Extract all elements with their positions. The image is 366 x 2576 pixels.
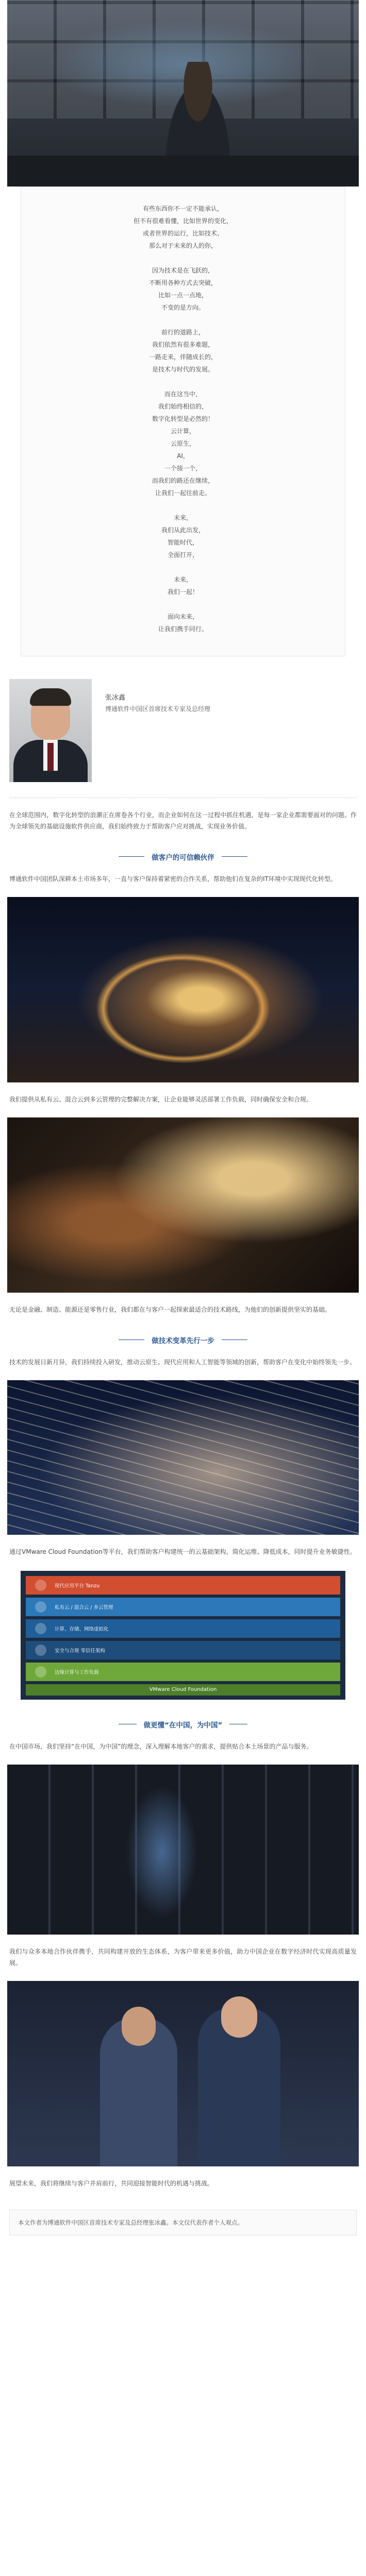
poem-line: 前行的道路上， [161,329,205,336]
poem-line: 云原生， [170,440,195,447]
poem-line [31,598,335,611]
poem-line: AI， [177,452,189,460]
head-right [221,1996,257,2038]
poem-line [31,561,335,573]
poem-line: 不断用各种方式去突破， [148,279,217,286]
stack-footer: VMware Cloud Foundation [26,1684,340,1696]
poem-line: 全面打开， [167,551,198,558]
poem-line: 比如一点一点地， [158,292,208,299]
desk [7,156,359,187]
poem-line: 但不有很难看懂，比如世界的变化， [133,217,232,225]
poem-line: 一个接一个， [164,465,202,472]
poem-line [31,252,335,264]
poem-line: 是技术与时代的发展。 [152,366,214,373]
poem-line: 我们始终相信的， [158,403,208,410]
layer-icon [35,1645,46,1656]
section-heading [119,1719,247,1730]
poem-line: 或者世界的运行，比如技术、 [142,230,223,237]
poem-line [31,314,335,326]
paragraph: 无论是金融、制造、能源还是零售行业，我们都在与客户一起探索最适合的技术路线，为他们的创新提供坚实的基础。 [9,1306,331,1313]
layer-icon [35,1666,46,1677]
paragraph: 我们与众多本地合作伙伴携手，共同构建开放的生态体系，为客户带来更多价值，助力中国企业在数字经济时代实现高质量发展。 [9,1948,357,1967]
paragraph: 在中国市场，我们坚持“在中国，为中国”的理念，深入理解本地客户的需求，提供贴合本土场景的产品与服务。 [9,1743,313,1750]
poem-line: 一路走来，伴随成长的， [148,353,217,361]
hair [30,688,71,706]
stack-row-label: 计算、存储、网络虚拟化 [55,1626,109,1632]
city-night-photo [7,897,359,1082]
hero-image [7,0,359,187]
poem-line: 不变的是方向。 [161,304,205,311]
poem-line: 而我们的路还在继续， [152,477,214,484]
author-info [92,679,210,782]
author-title: 博通软件中国区首席技术专家及总经理 [105,705,211,713]
stack-row [26,1619,340,1638]
poem-box [21,187,345,656]
stack-row-label: 边缘计算与工作负载 [55,1670,99,1675]
head-left [122,2007,156,2046]
team-photo [7,1981,359,2166]
paragraph: 通过VMware Cloud Foundation等平台，我们帮助客户构建统一的云基础架构，简化运维、降低成本，同时提升业务敏捷性。 [9,1548,356,1555]
light-trails-photo [7,1380,359,1535]
stack-row-label: 安全与合规 零信任架构 [55,1648,106,1654]
section-title: 做更懂“在中国，为中国” [137,1719,230,1730]
stack-row-label: 私有云 / 混合云 / 多云管理 [55,1605,113,1611]
paragraph: 博通软件中国团队深耕本土市场多年，一直与客户保持着紧密的合作关系，帮助他们在复杂的IT环境中实现现代化转型。 [9,875,337,883]
poem-line: 未来， [173,514,192,521]
poem-line [31,499,335,512]
tech-stack-diagram [21,1571,345,1700]
poem-line: 因为技术是在飞跃的， [152,267,214,274]
author-photo [9,679,92,782]
poem-line: 面向未来， [167,613,198,620]
author-card [9,679,357,782]
office-photo [7,1117,359,1293]
server-glow [126,1785,198,1919]
poem-line: 那么对于未来的人的你， [148,242,217,249]
author-note: 本文作者为博通软件中国区首席技术专家及总经理张冰鑫。本文仅代表作者个人观点。 [9,2210,357,2235]
layer-icon [35,1580,46,1591]
stack-row [26,1663,340,1681]
poem-line: 云计算， [170,428,195,435]
poem-line: 未来， [173,576,192,583]
poem-line: 智能时代， [167,539,198,546]
section-title: 做技术变革先行一步 [144,1335,222,1345]
poem-line [31,376,335,388]
intro-paragraph: 在全球范围内，数字化转型的浪潮正在席卷各个行业，而企业如何在这一过程中抓住机遇，是每一家企业都需要面对的问题。作为全球领先的基础设施软件供应商，我们始终致力于帮助客户应对挑战，实现业务价值。 [9,811,357,830]
stack-row [26,1576,340,1595]
poem-line: 数字化转型是必然的！ [152,415,214,422]
poem-line: 我们一起！ [167,588,198,596]
poem-line: 我们依然有很多难题， [152,341,214,348]
stack-row [26,1598,340,1616]
layer-icon [35,1601,46,1613]
server-room-photo [7,1765,359,1935]
section-heading [119,1335,247,1345]
paragraph: 展望未来，我们将继续与客户并肩前行，共同迎接智能时代的机遇与挑战。 [9,2180,214,2187]
stack-row-label: 现代应用平台 Tanzu [55,1583,100,1589]
poem-line: 而在这当中， [164,391,202,398]
poem-line: 有些东西你不一定不能承认， [142,205,223,212]
author-name: 张冰鑫 [105,694,126,702]
poem-line: 让我们一起往前走。 [155,489,211,497]
layer-icon [35,1623,46,1634]
stack-row [26,1641,340,1659]
hero-wrap [0,0,366,187]
poem-line: 我们从此出发， [161,527,205,534]
tie [47,743,54,771]
paragraph: 技术的发展日新月异，我们持续投入研发，推动云原生、现代应用和人工智能等领域的创新，帮助客户在变化中始终领先一步。 [9,1359,356,1366]
paragraph: 我们提供从私有云、混合云到多云管理的完整解决方案，让企业能够灵活部署工作负载，同时确保安全和合规。 [9,1096,313,1103]
section-title: 做客户的可信赖伙伴 [144,852,222,862]
section-heading [119,852,247,862]
poem-line: 让我们携手同行。 [158,625,208,633]
